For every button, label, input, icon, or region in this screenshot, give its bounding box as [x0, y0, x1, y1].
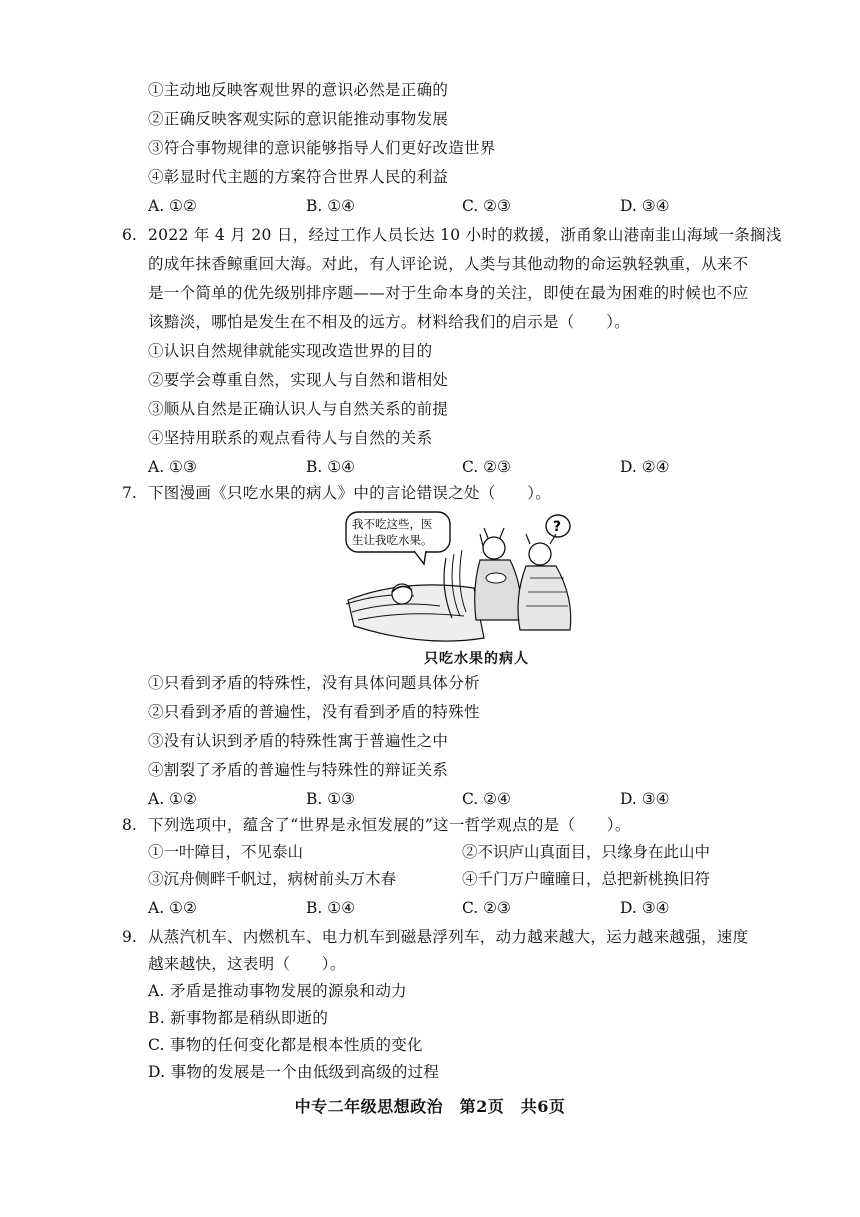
q8-option-a[interactable]: A. ①② [148, 899, 197, 917]
q5-option-d[interactable]: D. ③④ [620, 197, 670, 215]
q5-options [148, 196, 788, 216]
q8-option-c[interactable]: C. ②③ [462, 899, 511, 917]
q7-item-2: ②只看到矛盾的普遍性，没有看到矛盾的特殊性 [148, 703, 480, 721]
q6-item-1: ①认识自然规律就能实现改造世界的目的 [148, 342, 433, 360]
q7-number: 7. [122, 484, 137, 502]
q8-item-2: ②不识庐山真面目，只缘身在此山中 [462, 843, 711, 861]
bubble-text-line-2: 生让我吃水果。 [352, 533, 433, 547]
bed-blanket [348, 585, 484, 641]
q5-option-c[interactable]: C. ②③ [462, 197, 511, 215]
q8-option-d[interactable]: D. ③④ [620, 899, 670, 917]
q5-item-1: ①主动地反映客观世界的意识必然是正确的 [148, 81, 449, 99]
q7-options [148, 789, 788, 809]
q8-item-3: ③沉舟侧畔千帆过，病树前头万木春 [148, 870, 397, 888]
visitor-body-2 [518, 566, 571, 630]
q6-item-3: ③顺从自然是正确认识人与自然关系的前提 [148, 400, 449, 418]
q7-item-1: ①只看到矛盾的特殊性，没有具体问题具体分析 [148, 674, 480, 692]
q6-item-2: ②要学会尊重自然，实现人与自然和谐相处 [148, 371, 449, 389]
q6-option-d[interactable]: D. ②④ [620, 458, 670, 476]
q8-number: 8. [122, 816, 137, 834]
q8-options [148, 898, 788, 918]
q5-item-2: ②正确反映客观实际的意识能推动事物发展 [148, 110, 449, 128]
q8-item-1: ①一叶障目，不见泰山 [148, 843, 304, 861]
q5-option-b[interactable]: B. ①④ [306, 197, 356, 215]
food-plate-icon [486, 573, 506, 583]
q9-number: 9. [122, 928, 137, 946]
q6-number: 6. [122, 226, 137, 244]
q8-option-b[interactable]: B. ①④ [306, 899, 356, 917]
q6-stem-line-2: 的成年抹香鲸重回大海。对此，有人评论说，人类与其他动物的命运孰轻孰重，从来不 [148, 255, 749, 273]
page-footer: 中专二年级思想政治 第2页 共6页 [294, 1097, 566, 1116]
q9-option-b[interactable]: B. 新事物都是稍纵即逝的 [148, 1009, 329, 1027]
q6-stem-line-4: 该黯淡，哪怕是发生在不相及的远方。材料给我们的启示是（ ）。 [148, 313, 631, 331]
visitor-body-1 [475, 560, 521, 620]
cartoon-caption: 只吃水果的病人 [424, 651, 529, 667]
q7-option-d[interactable]: D. ③④ [620, 790, 670, 808]
q7-item-3: ③没有认识到矛盾的特殊性寓于普遍性之中 [148, 732, 449, 750]
q6-option-a[interactable]: A. ①③ [148, 458, 197, 476]
q6-stem-line-1: 2022 年 4 月 20 日，经过工作人员长达 10 小时的救援，浙甬象山港南韭山海域一条搁浅 [148, 226, 782, 244]
visitor-head-1 [483, 537, 505, 559]
q9-stem-line-1: 从蒸汽机车、内燃机车、电力机车到磁悬浮列车，动力越来越大，运力越来越强，速度 [148, 928, 749, 946]
q8-item-4: ④千门万户曈曈日，总把新桃换旧符 [462, 870, 711, 888]
q5-option-a[interactable]: A. ①② [148, 197, 197, 215]
question-mark-icon: ? [553, 519, 562, 535]
q9-option-d[interactable]: D. 事物的发展是一个由低级到高级的过程 [148, 1063, 440, 1081]
q7-option-c[interactable]: C. ②④ [462, 790, 511, 808]
speech-bubble-tail [414, 551, 426, 564]
bubble-text-line-1: 我不吃这些，医 [352, 517, 433, 531]
q5-item-3: ③符合事物规律的意识能够指导人们更好改造世界 [148, 139, 496, 157]
q6-option-b[interactable]: B. ①④ [306, 458, 356, 476]
q7-stem: 下图漫画《只吃水果的病人》中的言论错误之处（ ）。 [148, 484, 552, 502]
q8-items-row-2 [148, 869, 788, 889]
q6-stem-line-3: 是一个简单的优先级别排序题——对于生命本身的关注，即使在最为困难的时候也不应 [148, 284, 749, 302]
q9-stem-line-2: 越来越快，这表明（ ）。 [148, 955, 346, 973]
q6-option-c[interactable]: C. ②③ [462, 458, 511, 476]
q9-option-a[interactable]: A. 矛盾是推动事物发展的源泉和动力 [148, 982, 407, 1000]
q7-option-b[interactable]: B. ①③ [306, 790, 356, 808]
q7-option-a[interactable]: A. ①② [148, 790, 197, 808]
q8-stem: 下列选项中，蕴含了“世界是永恒发展的”这一哲学观点的是（ ）。 [148, 816, 631, 834]
q7-item-4: ④割裂了矛盾的普遍性与特殊性的辩证关系 [148, 761, 449, 779]
q9-option-c[interactable]: C. 事物的任何变化都是根本性质的变化 [148, 1036, 423, 1054]
q5-item-4: ④彰显时代主题的方案符合世界人民的利益 [148, 168, 449, 186]
q6-options [148, 457, 788, 477]
visitor-head-2 [529, 543, 551, 565]
q6-item-4: ④坚持用联系的观点看待人与自然的关系 [148, 429, 433, 447]
cartoon-illustration [344, 508, 576, 658]
q8-items-row-1 [148, 842, 788, 862]
